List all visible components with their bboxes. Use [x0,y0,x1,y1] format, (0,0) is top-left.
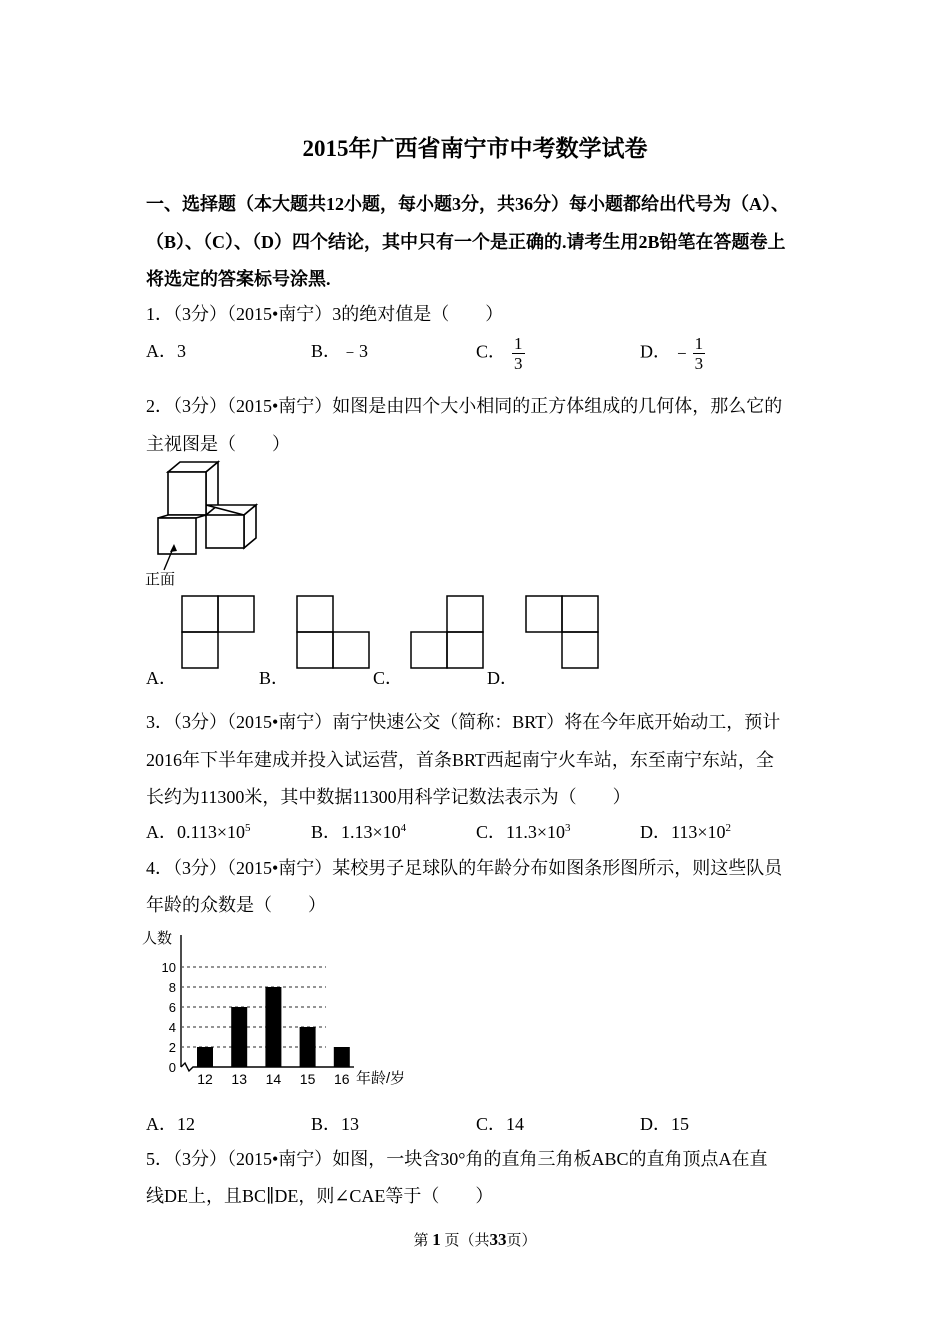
x-tick-label: 14 [265,1071,282,1087]
q3-option-a[interactable] [146,818,250,844]
q3-option-b[interactable] [311,818,406,844]
x-tick-label: 13 [231,1071,247,1087]
question-3-line1: 3．（3分）（2015•南宁）南宁快速公交（简称：BRT）将在今年底开始动工，预计 [146,712,781,732]
x-axis-label: 年龄/岁 [356,1070,406,1087]
page-title: 2015年广西省南宁市中考数学试卷 [302,136,648,161]
section-heading-line3: 将选定的答案标号涂黑. [146,269,331,289]
front-label: 正面 [145,571,176,588]
q2-option-c-figure [410,595,485,670]
bar-age-14 [265,987,281,1067]
footer-suffix: 页） [506,1233,537,1249]
x-tick-label: 15 [299,1071,316,1087]
q3-option-d-exponent: 2 [725,822,731,834]
section-heading-line2: （B）、（C）、（D）四个结论，其中只有一个是正确的.请考生用2B铅笔在答题卷上 [146,232,786,252]
minus-sign: − [677,343,687,363]
page-footer [0,1229,950,1250]
q2-option-a-figure [181,595,256,670]
q3-option-a-text: A．0.113×10 [146,822,245,842]
q3-option-c[interactable] [476,818,571,844]
q3-option-d[interactable] [640,818,731,844]
fraction-one-third: $\frac{1}{3}$ [514,334,523,373]
q3-option-c-text: C．11.3×10 [476,822,565,842]
fraction-one-third: $\frac{1}{3}$ [694,334,704,373]
question-3-line3: 长约为11300米，其中数据11300用科学记数法表示为（ ） [146,787,631,807]
footer-middle: 页（共 [444,1233,490,1249]
q4-option-c[interactable]: C．14 [476,1114,525,1134]
y-tick-label: 10 [161,960,176,975]
question-4-line1: 4．（3分）（2015•南宁）某校男子足球队的年龄分布如图条形图所示，则这些队员 [146,858,783,878]
x-tick-label: 12 [197,1071,213,1087]
q1-option-b[interactable]: B．﹣3 [311,341,369,361]
footer-prefix: 第 [413,1233,429,1249]
y-tick-label: 0 [168,1060,176,1075]
q4-option-b[interactable]: B．13 [311,1114,360,1134]
question-1-text: 1．（3分）（2015•南宁）3的绝对值是（ ） [146,304,504,324]
q3-option-a-exponent: 5 [244,822,251,834]
q2-option-a[interactable]: A． [146,668,177,688]
age-bar-chart [140,925,420,1095]
q3-option-c-exponent: 3 [565,822,571,834]
q2-option-b[interactable]: B． [259,668,290,688]
bar-age-12 [197,1047,213,1067]
section-heading-line1: 一、选择题（本大题共12小题，每小题3分，共36分）每小题都给出代号为（A）、 [146,194,789,214]
x-tick-label: 16 [334,1071,350,1087]
bar-age-16 [334,1047,350,1067]
question-4-line2: 年龄的众数是（ ） [146,895,326,915]
y-axis-label: 人数 [142,930,173,947]
q1-option-c-label: C． [476,341,507,362]
q2-option-c[interactable]: C． [373,668,404,688]
y-tick-label: 4 [168,1020,176,1035]
q1-option-d[interactable] [640,334,705,373]
q1-option-d-label: D． [640,341,671,362]
question-2-line2: 主视图是（ ） [146,434,290,454]
footer-total-pages: 33 [489,1230,507,1249]
q3-option-d-text: D．113×10 [640,822,726,842]
question-2-line1: 2．（3分）（2015•南宁）如图是由四个大小相同的正方体组成的几何体，那么它的 [146,396,783,416]
y-tick-label: 6 [168,1000,176,1015]
q4-option-a[interactable]: A．12 [146,1114,195,1134]
q3-option-b-exponent: 4 [400,822,407,834]
q2-option-b-figure [296,595,371,670]
q1-option-a[interactable]: A．3 [146,341,186,361]
question-5-line2: 线DE上，且BC∥DE，则∠CAE等于（ ） [146,1186,494,1206]
bar-age-13 [231,1007,247,1067]
question-3-line2: 2016年下半年建成并投入试运营，首条BRT西起南宁火车站，东至南宁东站，全 [146,750,774,770]
y-tick-label: 8 [168,980,176,995]
bar-age-15 [300,1027,316,1067]
q2-option-d[interactable]: D． [487,668,518,688]
q3-option-b-text: B．1.13×10 [311,822,401,842]
y-tick-label: 2 [168,1040,176,1055]
question-5-line1: 5．（3分）（2015•南宁）如图，一块含30°角的直角三角板ABC的直角顶点A在直 [146,1149,768,1169]
footer-page-number: 1 [432,1230,441,1249]
q2-option-d-figure [525,595,600,670]
q4-option-d[interactable]: D．15 [640,1114,689,1134]
q1-option-c[interactable] [476,334,525,373]
